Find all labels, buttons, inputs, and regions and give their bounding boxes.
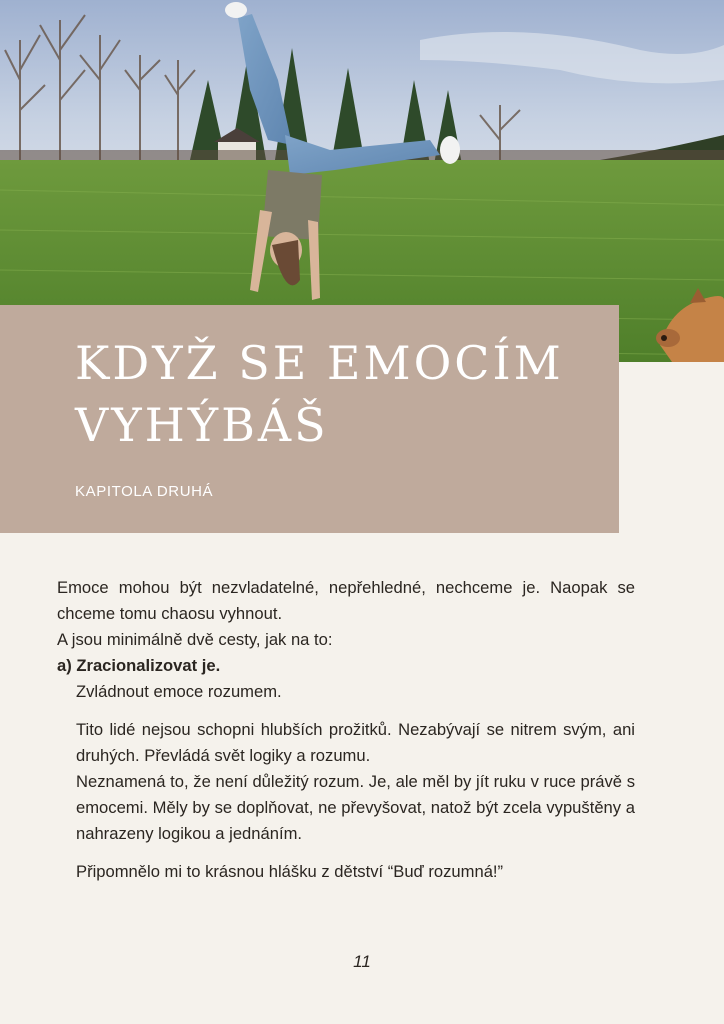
body-text (57, 575, 635, 885)
intro-paragraph: Emoce mohou být nezvladatelné, nepřehledné, nechceme je. Naopak se chceme tomu chaosu vyhnout. (57, 578, 635, 623)
item-a-paragraph-2: Neznamená to, že není důležitý rozum. Je, ale měl by jít ruku v ruce právě s emocemi. Měly by se doplňovat, ne převyšovat, natož být zcela vypuštěny a nahrazeny logikou a jednáním. (76, 772, 635, 843)
item-a-paragraph-1: Tito lidé nejsou schopni hlubších prožitků. Nezabývají se nitrem svým, ani druhých. Převládá svět logiky a rozumu. (76, 720, 635, 765)
chapter-title: KDYŽ SE EMOCÍM VYHÝBÁŠ (75, 336, 564, 452)
intro-line: A jsou minimálně dvě cesty, jak na to: (57, 630, 333, 649)
chapter-subtitle: KAPITOLA DRUHÁ (75, 483, 214, 500)
page-number: 11 (353, 952, 371, 971)
item-a-summary: Zvládnout emoce rozumem. (76, 682, 282, 701)
item-a-quote-line: Připomnělo mi to krásnou hlášku z dětství “Buď rozumná!” (76, 862, 504, 881)
item-a-heading: a) Zracionalizovat je. (57, 656, 221, 675)
